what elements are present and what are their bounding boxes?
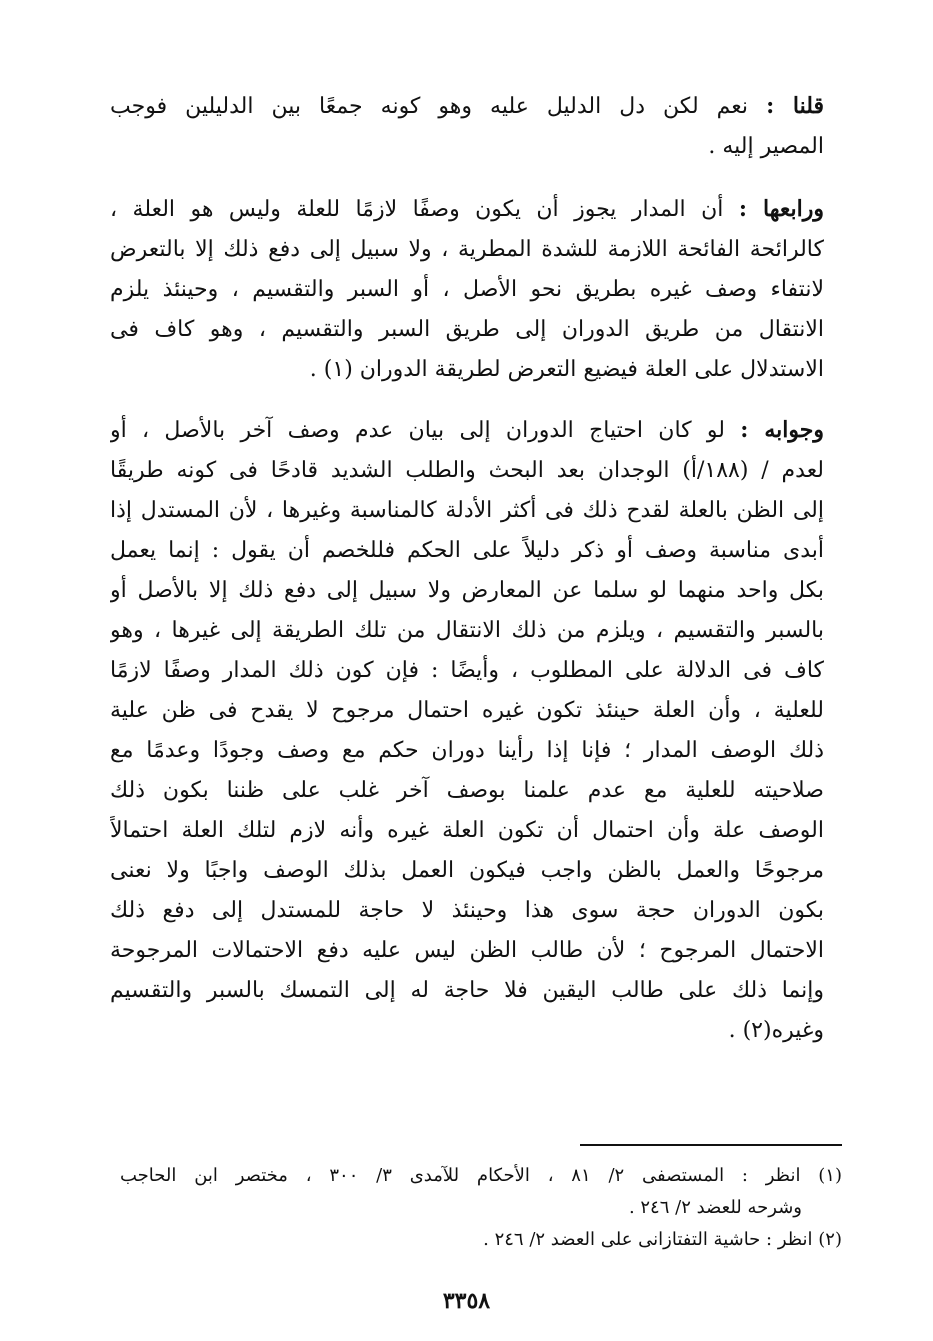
text-line: المصير إليه . xyxy=(708,134,824,159)
footnote-marker: (٢) xyxy=(818,1229,842,1250)
text-line: وإنما ذلك على طالب اليقين فلا حاجة له إلى التمسك بالسبر والتقسيم xyxy=(110,978,824,1003)
text-line: بكون الدوران حجة سوى هذا وحينئذ لا حاجة للمستدل إلى دفع ذلك xyxy=(110,898,824,923)
text-line xyxy=(110,189,824,230)
text-line: مرجوحًا والعمل بالظن واجب فيكون العمل بذلك الوصف واجبًا ولا نعنى xyxy=(110,858,824,883)
text-line: صلاحيته للعلية مع عدم علمنا بوصف آخر غلب على ظننا بكون ذلك xyxy=(110,778,824,803)
footnote-separator xyxy=(580,1144,842,1146)
line-text: لو كان احتياج الدوران إلى بيان عدم وصف آخر بالأصل ، أو xyxy=(110,418,741,443)
text-line: بالسبر والتقسيم ، ويلزم من ذلك الانتقال من تلك الطريقة إلى غيرها ، وهو xyxy=(110,618,824,643)
paragraph-spacer xyxy=(110,390,824,410)
paragraph-lead: قلنا : xyxy=(766,93,824,119)
text-line: إلى الظن بالعلة لقدح ذلك فى أكثر الأدلة كالمناسبة وغيرها ، لأن المستدل إذا xyxy=(110,498,824,523)
paragraph-qulna xyxy=(110,86,824,167)
text-line: بكل واحد منهما لو سلما عن المعارض ولا سبيل إلى دفع ذلك إلا بالأصل أو xyxy=(110,578,824,603)
footnote-text: انظر : حاشية التفتازانى على العضد ٢/ ٢٤٦ . xyxy=(483,1229,819,1250)
footnote-line: وشرحه للعضد ٢/ ٢٤٦ . xyxy=(628,1197,802,1218)
text-line: الاحتمال المرجوح ؛ لأن طالب الظن ليس عليه دفع الاحتمالات المرجوحة xyxy=(110,938,824,963)
text-line: وغيره(٢) . xyxy=(728,1018,824,1043)
footnote-marker: (١) xyxy=(818,1165,842,1186)
text-line: الاستدلال على العلة فيضيع التعرض لطريقة الدوران (١) . xyxy=(309,357,824,382)
text-line: ذلك الوصف المدار ؛ فإنا إذا رأينا دوران حكم مع وصف وجودًا وعدمًا مع xyxy=(110,738,824,763)
line-text: نعم لكن دل الدليل عليه وهو كونه جمعًا بين الدليلين فوجب xyxy=(110,94,767,119)
text-line xyxy=(110,410,824,451)
footnotes xyxy=(120,1160,842,1256)
footnote-line xyxy=(120,1160,842,1192)
text-line xyxy=(110,86,824,127)
text-line: الوصف علة وأن احتمال أن تكون العلة غيره وأنه لازم لتلك العلة احتمالاً xyxy=(110,818,824,843)
text-line: لعدم / (١٨٨/أ) الوجدان بعد البحث والطلب الشديد قادحًا فى كونه طريقًا xyxy=(110,458,824,483)
paragraph-rabiuha xyxy=(110,189,824,390)
page-number: ٣٣٥٨ xyxy=(442,1288,491,1314)
text-line: الانتقال من طريق الدوران إلى طريق السبر والتقسيم ، وهو كاف فى xyxy=(110,317,824,342)
footnote-line xyxy=(120,1224,842,1256)
line-text: أن المدار يجوز أن يكون وصفًا لازمًا للعلة وليس هو العلة ، xyxy=(110,197,739,222)
paragraph-lead: وجوابه : xyxy=(740,417,824,443)
paragraph-lead: ورابعها : xyxy=(738,196,824,222)
text-line: كاف فى الدلالة على المطلوب ، وأيضًا : فإن كون ذلك المدار وصفًا لازمًا xyxy=(110,658,824,683)
text-line: أبدى مناسبة وصف أو ذكر دليلاً على الحكم فللخصم أن يقول : إنما يعمل xyxy=(110,538,824,563)
text-line: لانتفاء وصف غيره بطريق نحو الأصل ، أو السبر والتقسيم ، وحينئذ يلزم xyxy=(110,277,824,302)
text-line: كالرائحة الفائحة اللازمة للشدة المطرية ، ولا سبيل إلى دفع ذلك إلا بالتعرض xyxy=(110,237,824,262)
text-line: للعلية ، وأن العلة حينئذ تكون غيره احتمال مرجوح لا يقدح فى ظن علية xyxy=(110,698,824,723)
footnote-text: انظر : المستصفى ٢/ ٨١ ، الأحكام للآمدى ٣/ ٣٠٠ ، مختصر ابن الحاجب xyxy=(120,1165,819,1186)
footnote-1 xyxy=(120,1160,842,1224)
footnote-2 xyxy=(120,1224,842,1256)
body-text xyxy=(110,86,824,1051)
paragraph-jawabuhu xyxy=(110,410,824,1051)
paragraph-spacer xyxy=(110,167,824,189)
